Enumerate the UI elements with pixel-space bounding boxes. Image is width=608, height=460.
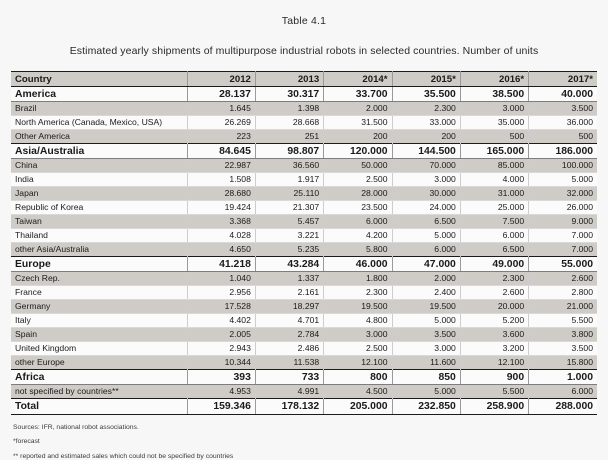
cell-value: 2.486: [255, 342, 323, 356]
cell-value: 43.284: [255, 257, 323, 272]
column-header-country[interactable]: Country: [11, 72, 187, 87]
cell-value: 2.161: [255, 286, 323, 300]
row-label: Total: [11, 399, 187, 415]
row-label: Africa: [11, 370, 187, 385]
cell-value: 2.300: [392, 102, 460, 116]
row-label: Republic of Korea: [11, 201, 187, 215]
cell-value: 2.500: [324, 342, 392, 356]
cell-value: 21.000: [529, 300, 597, 314]
table-row: [11, 370, 597, 385]
cell-value: 19.424: [187, 201, 255, 215]
table-container: [11, 71, 597, 415]
cell-value: 2.956: [187, 286, 255, 300]
cell-value: 1.917: [255, 173, 323, 187]
cell-value: 23.500: [324, 201, 392, 215]
table-row: [11, 159, 597, 173]
cell-value: 31.500: [324, 116, 392, 130]
cell-value: 2.500: [324, 173, 392, 187]
cell-value: 223: [187, 130, 255, 144]
cell-value: 120.000: [324, 144, 392, 159]
cell-value: 26.000: [529, 201, 597, 215]
cell-value: 11.538: [255, 356, 323, 370]
row-label: other Europe: [11, 356, 187, 370]
cell-value: 19.500: [324, 300, 392, 314]
table-row: [11, 102, 597, 116]
cell-value: 1.645: [187, 102, 255, 116]
cell-value: 5.235: [255, 243, 323, 257]
cell-value: 28.137: [187, 87, 255, 102]
cell-value: 24.000: [392, 201, 460, 215]
cell-value: 38.500: [460, 87, 528, 102]
cell-value: 28.668: [255, 116, 323, 130]
row-label: Other America: [11, 130, 187, 144]
cell-value: 40.000: [529, 87, 597, 102]
cell-value: 35.000: [460, 116, 528, 130]
cell-value: 3.500: [529, 102, 597, 116]
cell-value: 20.000: [460, 300, 528, 314]
cell-value: 33.700: [324, 87, 392, 102]
cell-value: 205.000: [324, 399, 392, 415]
cell-value: 3.200: [460, 342, 528, 356]
footnote: Sources: IFR, national robot associations.: [13, 424, 139, 431]
robot-shipments-table: [11, 71, 597, 415]
row-label: China: [11, 159, 187, 173]
cell-value: 100.000: [529, 159, 597, 173]
table-row: [11, 130, 597, 144]
row-label: Czech Rep.: [11, 272, 187, 286]
footnote: ** reported and estimated sales which could not be specified by countries: [13, 452, 234, 460]
table-row: [11, 257, 597, 272]
table-row: [11, 328, 597, 342]
cell-value: 26.269: [187, 116, 255, 130]
table-row: [11, 173, 597, 187]
row-label: United Kingdom: [11, 342, 187, 356]
cell-value: 7.000: [529, 243, 597, 257]
table-row: [11, 144, 597, 159]
cell-value: 7.000: [529, 229, 597, 243]
cell-value: 3.000: [392, 173, 460, 187]
cell-value: 2.300: [324, 286, 392, 300]
cell-value: 6.500: [460, 243, 528, 257]
cell-value: 186.000: [529, 144, 597, 159]
cell-value: 19.500: [392, 300, 460, 314]
table-row: [11, 229, 597, 243]
cell-value: 28.680: [187, 187, 255, 201]
table-row: [11, 215, 597, 229]
row-label: Thailand: [11, 229, 187, 243]
cell-value: 3.000: [460, 102, 528, 116]
cell-value: 2.600: [460, 286, 528, 300]
row-label: other Asia/Australia: [11, 243, 187, 257]
cell-value: 733: [255, 370, 323, 385]
cell-value: 288.000: [529, 399, 597, 415]
row-label: Germany: [11, 300, 187, 314]
cell-value: 5.500: [529, 314, 597, 328]
cell-value: 15.800: [529, 356, 597, 370]
cell-value: 1.508: [187, 173, 255, 187]
cell-value: 6.500: [392, 215, 460, 229]
table-row: [11, 116, 597, 130]
row-label: Asia/Australia: [11, 144, 187, 159]
row-label: North America (Canada, Mexico, USA): [11, 116, 187, 130]
cell-value: 31.000: [460, 187, 528, 201]
cell-value: 6.000: [324, 215, 392, 229]
cell-value: 144.500: [392, 144, 460, 159]
cell-value: 900: [460, 370, 528, 385]
cell-value: 36.000: [529, 116, 597, 130]
cell-value: 4.701: [255, 314, 323, 328]
cell-value: 232.850: [392, 399, 460, 415]
cell-value: 7.500: [460, 215, 528, 229]
row-label: France: [11, 286, 187, 300]
column-header-year[interactable]: 2014*: [324, 72, 392, 87]
column-header-year[interactable]: 2012: [187, 72, 255, 87]
cell-value: 22.987: [187, 159, 255, 173]
cell-value: 98.807: [255, 144, 323, 159]
table-row: [11, 243, 597, 257]
cell-value: 3.000: [392, 342, 460, 356]
cell-value: 4.953: [187, 385, 255, 399]
cell-value: 3.800: [529, 328, 597, 342]
cell-value: 159.346: [187, 399, 255, 415]
cell-value: 1.398: [255, 102, 323, 116]
cell-value: 4.800: [324, 314, 392, 328]
cell-value: 178.132: [255, 399, 323, 415]
cell-value: 46.000: [324, 257, 392, 272]
table-row: [11, 399, 597, 415]
cell-value: 2.600: [529, 272, 597, 286]
column-header-year[interactable]: 2015*: [392, 72, 460, 87]
table-row: [11, 300, 597, 314]
cell-value: 3.500: [392, 328, 460, 342]
cell-value: 30.317: [255, 87, 323, 102]
cell-value: 6.000: [460, 229, 528, 243]
cell-value: 9.000: [529, 215, 597, 229]
cell-value: 5.000: [392, 314, 460, 328]
cell-value: 5.457: [255, 215, 323, 229]
table-row: [11, 187, 597, 201]
cell-value: 1.337: [255, 272, 323, 286]
table-row: [11, 314, 597, 328]
cell-value: 5.000: [392, 229, 460, 243]
cell-value: 4.500: [324, 385, 392, 399]
cell-value: 258.900: [460, 399, 528, 415]
table-row: [11, 272, 597, 286]
cell-value: 4.650: [187, 243, 255, 257]
table-row: [11, 201, 597, 215]
cell-value: 5.500: [460, 385, 528, 399]
cell-value: 4.000: [460, 173, 528, 187]
row-label: not specified by countries**: [11, 385, 187, 399]
cell-value: 10.344: [187, 356, 255, 370]
cell-value: 36.560: [255, 159, 323, 173]
cell-value: 28.000: [324, 187, 392, 201]
row-label: India: [11, 173, 187, 187]
cell-value: 3.600: [460, 328, 528, 342]
column-header-year[interactable]: 2016*: [460, 72, 528, 87]
row-label: America: [11, 87, 187, 102]
cell-value: 30.000: [392, 187, 460, 201]
cell-value: 3.500: [529, 342, 597, 356]
cell-value: 2.800: [529, 286, 597, 300]
cell-value: 50.000: [324, 159, 392, 173]
row-label: Brazil: [11, 102, 187, 116]
table-caption: Estimated yearly shipments of multipurpose industrial robots in selected countries. Number of units: [69, 45, 539, 57]
cell-value: 251: [255, 130, 323, 144]
table-row: [11, 286, 597, 300]
cell-value: 18.297: [255, 300, 323, 314]
table-body: [11, 72, 597, 415]
cell-value: 4.991: [255, 385, 323, 399]
table-row: [11, 342, 597, 356]
cell-value: 25.110: [255, 187, 323, 201]
cell-value: 21.307: [255, 201, 323, 215]
footnotes: [13, 421, 595, 460]
cell-value: 4.402: [187, 314, 255, 328]
cell-value: 6.000: [392, 243, 460, 257]
cell-value: 800: [324, 370, 392, 385]
cell-value: 32.000: [529, 187, 597, 201]
row-label: Taiwan: [11, 215, 187, 229]
cell-value: 49.000: [460, 257, 528, 272]
table-header-row: [11, 72, 597, 87]
cell-value: 12.100: [324, 356, 392, 370]
cell-value: 5.200: [460, 314, 528, 328]
row-label: Italy: [11, 314, 187, 328]
cell-value: 3.368: [187, 215, 255, 229]
cell-value: 5.000: [392, 385, 460, 399]
cell-value: 55.000: [529, 257, 597, 272]
cell-value: 2.400: [392, 286, 460, 300]
cell-value: 47.000: [392, 257, 460, 272]
table-row: [11, 356, 597, 370]
cell-value: 500: [529, 130, 597, 144]
cell-value: 6.000: [529, 385, 597, 399]
cell-value: 85.000: [460, 159, 528, 173]
cell-value: 70.000: [392, 159, 460, 173]
row-label: Europe: [11, 257, 187, 272]
cell-value: 2.000: [324, 102, 392, 116]
row-label: Japan: [11, 187, 187, 201]
cell-value: 2.784: [255, 328, 323, 342]
cell-value: 393: [187, 370, 255, 385]
cell-value: 500: [460, 130, 528, 144]
footnote: *forecast: [13, 438, 40, 446]
cell-value: 4.200: [324, 229, 392, 243]
cell-value: 1.800: [324, 272, 392, 286]
cell-value: 200: [392, 130, 460, 144]
cell-value: 84.645: [187, 144, 255, 159]
cell-value: 41.218: [187, 257, 255, 272]
cell-value: 2.000: [392, 272, 460, 286]
cell-value: 2.943: [187, 342, 255, 356]
column-header-year[interactable]: 2017*: [529, 72, 597, 87]
cell-value: 5.800: [324, 243, 392, 257]
cell-value: 850: [392, 370, 460, 385]
cell-value: 3.000: [324, 328, 392, 342]
cell-value: 3.221: [255, 229, 323, 243]
cell-value: 2.005: [187, 328, 255, 342]
cell-value: 25.000: [460, 201, 528, 215]
cell-value: 165.000: [460, 144, 528, 159]
cell-value: 1.000: [529, 370, 597, 385]
column-header-year[interactable]: 2013: [255, 72, 323, 87]
table-row: [11, 385, 597, 399]
table-row: [11, 87, 597, 102]
cell-value: 2.300: [460, 272, 528, 286]
cell-value: 17.528: [187, 300, 255, 314]
cell-value: 12.100: [460, 356, 528, 370]
cell-value: 200: [324, 130, 392, 144]
cell-value: 33.000: [392, 116, 460, 130]
table-number: Table 4.1: [281, 15, 327, 27]
cell-value: 35.500: [392, 87, 460, 102]
cell-value: 4.028: [187, 229, 255, 243]
cell-value: 11.600: [392, 356, 460, 370]
cell-value: 5.000: [529, 173, 597, 187]
cell-value: 1.040: [187, 272, 255, 286]
row-label: Spain: [11, 328, 187, 342]
